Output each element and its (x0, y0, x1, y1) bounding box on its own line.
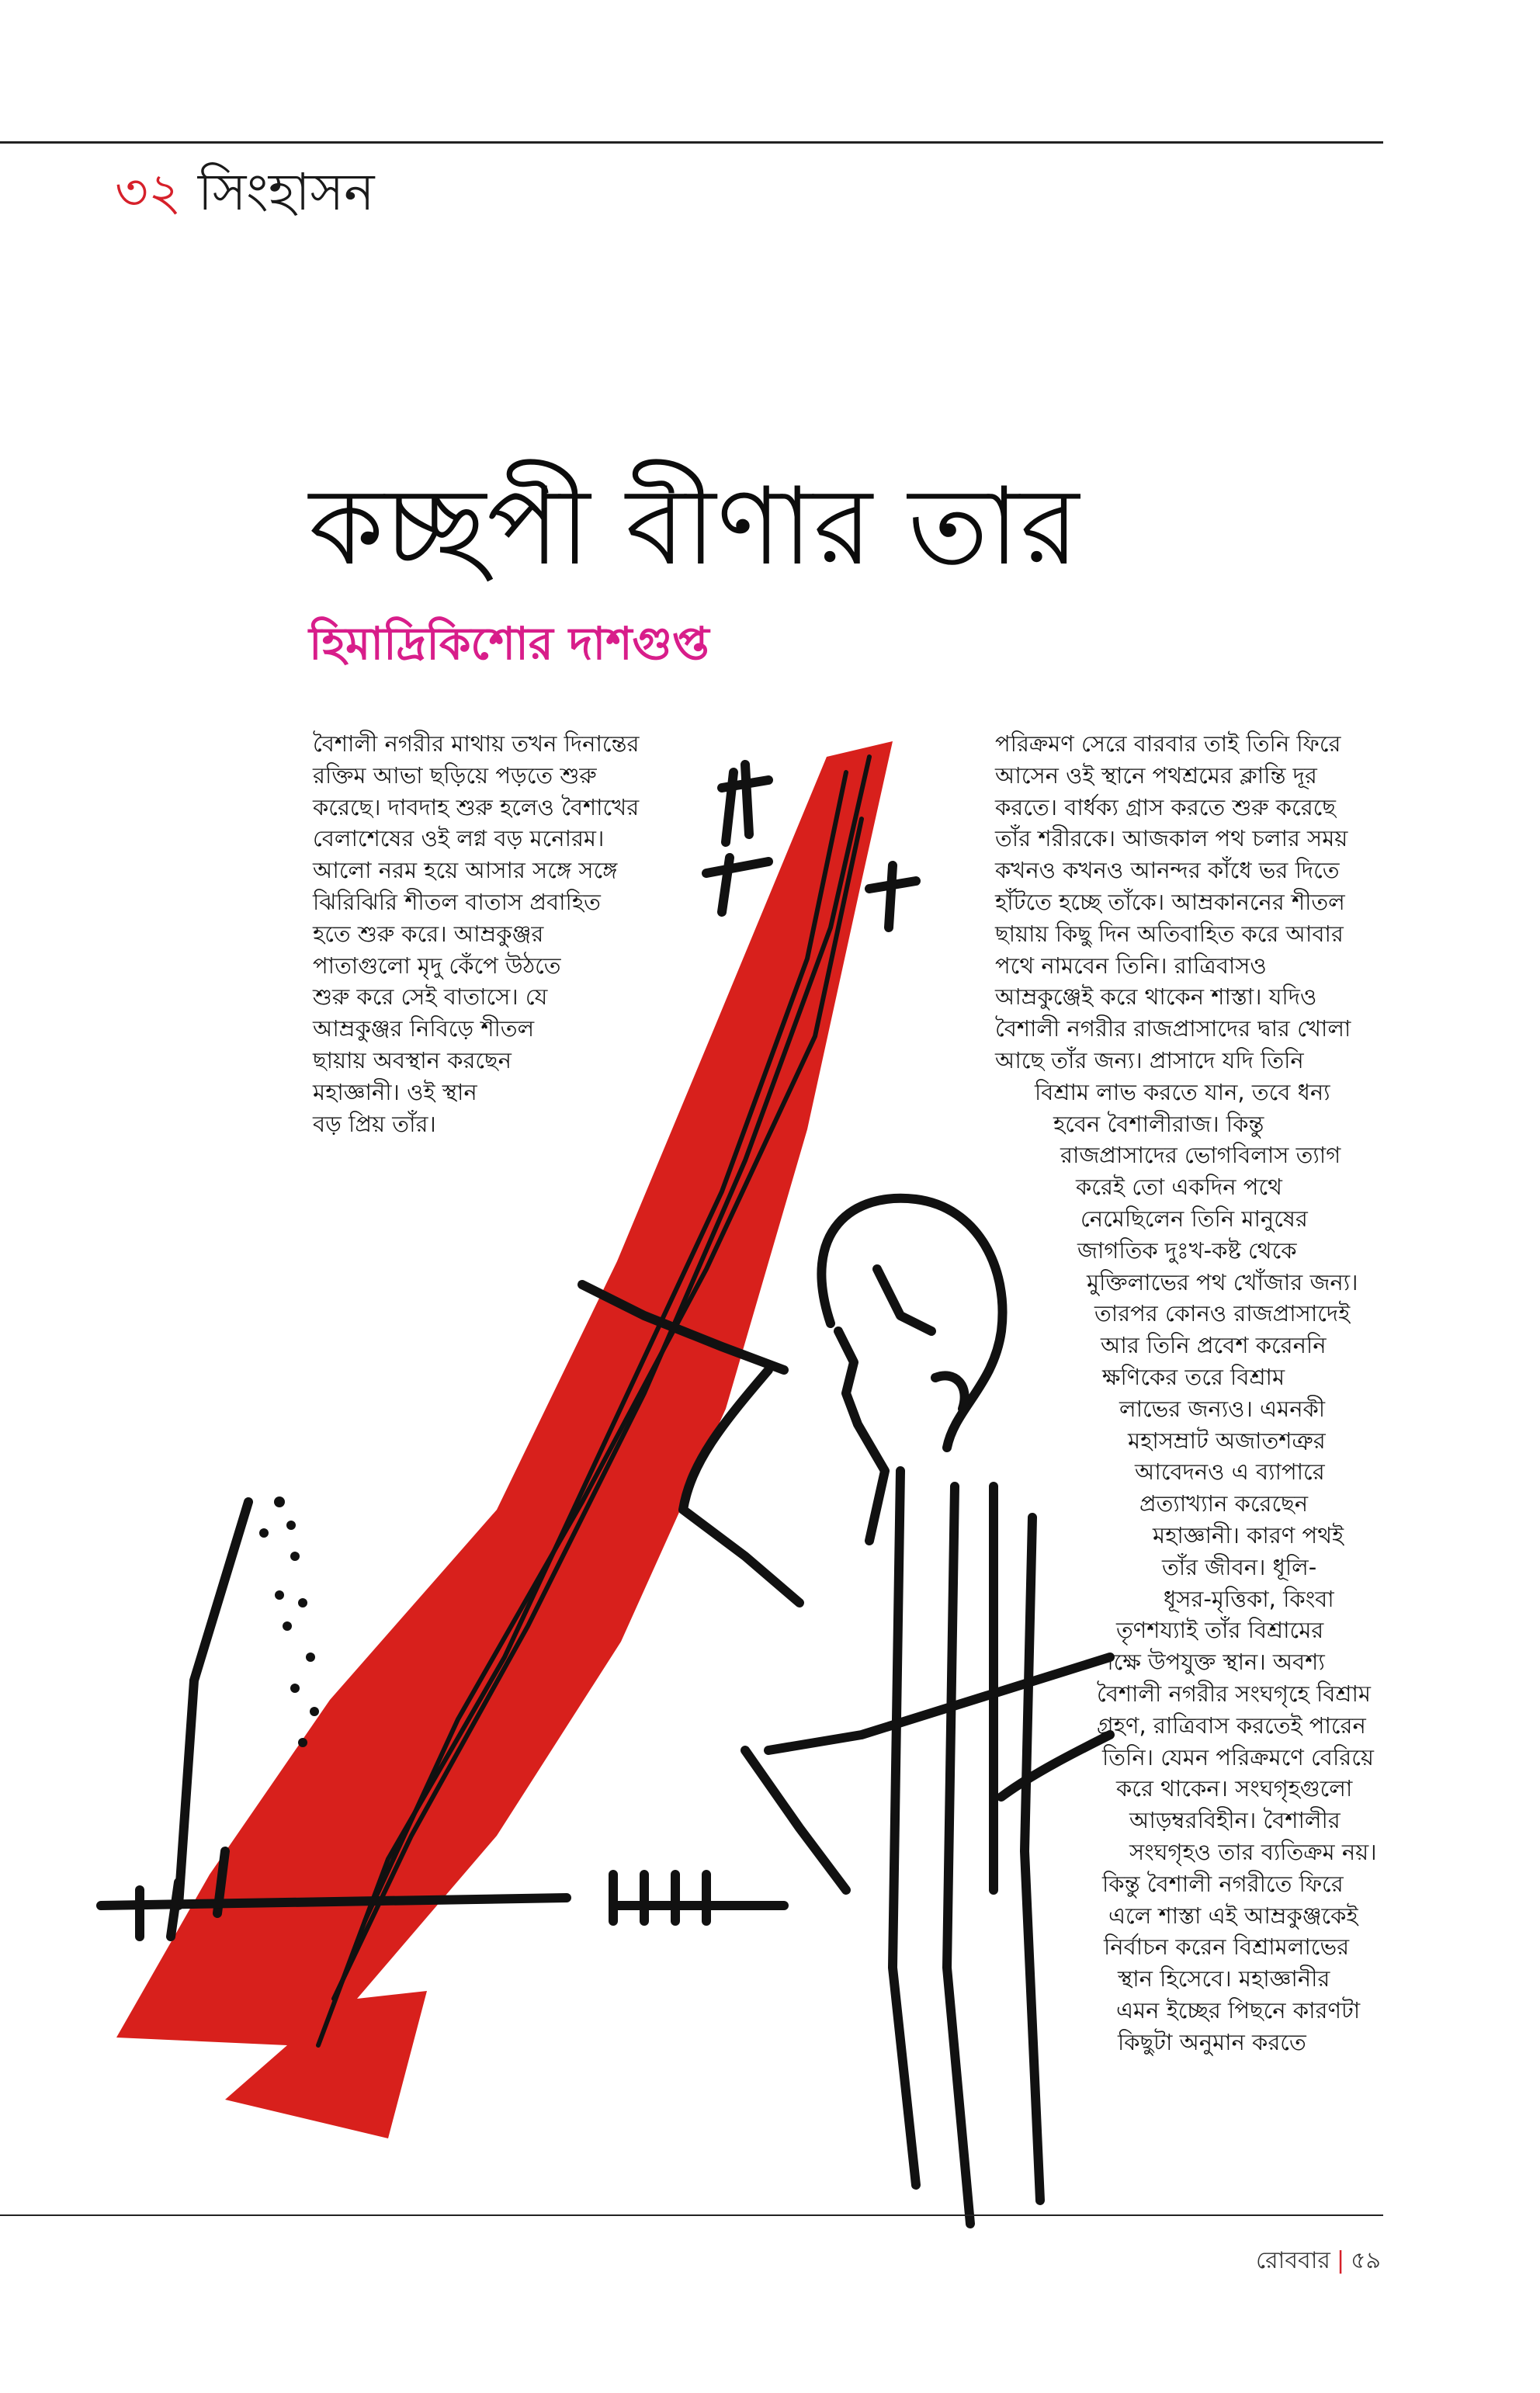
body-line: রক্তিম আভা ছড়িয়ে পড়তে শুরু (313, 761, 597, 789)
body-line: বিশ্রাম লাভ করতে যান, তবে ধন্য (1035, 1078, 1330, 1105)
body-line: পরিক্রমণ সেরে বারবার তাই তিনি ফিরে (995, 730, 1341, 757)
body-line: আবেদনও এ ব্যাপারে (1135, 1458, 1325, 1486)
body-line: বেলাশেষের ওই লগ্ন বড় মনোরম। (313, 825, 605, 852)
body-line: ছায়ায় কিছু দিন অতিবাহিত করে আবার (995, 920, 1344, 947)
body-line: আলো নরম হয়ে আসার সঙ্গে সঙ্গে (313, 857, 618, 884)
body-line: ছায়ায় অবস্থান করছেন (313, 1046, 512, 1073)
body-line: ধূসর-মৃত্তিকা, কিংবা (1164, 1585, 1334, 1612)
body-line: মহাজ্ঞানী। কারণ পথই (1153, 1522, 1344, 1549)
body-line: করেই তো একদিন পথে (1076, 1174, 1282, 1201)
body-line: মুক্তিলাভের পথ খোঁজার জন্য। (1087, 1268, 1358, 1295)
body-line: ঝিরিঝিরি শীতল বাতাস প্রবাহিত (313, 888, 601, 915)
body-line: তিনি। যেমন পরিক্রমণে বেরিয়ে (1102, 1743, 1374, 1770)
body-line: করতে। বার্ধক্য গ্রাস করতে শুরু করেছে (995, 793, 1336, 820)
body-line: বৈশালী নগরীর সংঘগৃহে বিশ্রাম (1097, 1680, 1371, 1707)
body-line: গ্রহণ, রাত্রিবাস করতেই পারেন (1097, 1712, 1366, 1739)
body-line: বৈশালী নগরীর মাথায় তখন দিনান্তের (313, 730, 640, 757)
body-line: সংঘগৃহও তার ব্যতিক্রম নয়। (1129, 1839, 1377, 1865)
page-footer (1256, 2242, 1381, 2281)
body-line: আড়ম্বরবিহীন। বৈশালীর (1129, 1807, 1341, 1834)
body-line: হবেন বৈশালীরাজ। কিন্তু (1053, 1110, 1264, 1137)
body-line: পথে নামবেন তিনি। রাত্রিবাসও (995, 952, 1267, 979)
body-line: ক্ষণিকের তরে বিশ্রাম (1102, 1364, 1285, 1390)
body-column-left (313, 728, 639, 1139)
body-line: তারপর কোনও রাজপ্রাসাদেই (1094, 1300, 1351, 1327)
body-line: করে থাকেন। সংঘগৃহগুলো (1116, 1775, 1353, 1802)
body-line: তাঁর শরীরকে। আজকাল পথ চলার সময় (995, 825, 1348, 852)
body-line: হতে শুরু করে। আম্রকুঞ্জর (313, 920, 544, 947)
body-line: লাভের জন্যও। এমনকী (1119, 1395, 1326, 1422)
body-line: এলে শাস্তা এই আম্রকুঞ্জকেই (1108, 1902, 1358, 1929)
page-number: ৫৯ (1351, 2247, 1381, 2274)
article-title: কচ্ছপী বীণার তার (309, 464, 1080, 589)
body-line: রাজপ্রাসাদের ভোগবিলাস ত্যাগ (1060, 1142, 1341, 1169)
body-line: করেছে। দাবদাহ শুরু হলেও বৈশাখের (313, 793, 640, 820)
body-line: হাঁটতে হচ্ছে তাঁকে। আম্রকাননের শীতল (995, 889, 1345, 915)
body-line: আসেন ওই স্থানে পথশ্রমের ক্লান্তি দূর (995, 761, 1317, 789)
body-line: আম্রকুঞ্জেই করে থাকেন শাস্তা। যদিও (995, 983, 1317, 1011)
body-line: নির্বাচন করেন বিশ্রামলাভের (1104, 1933, 1350, 1961)
body-line: বড় প্রিয় তাঁর। (313, 1110, 436, 1137)
body-line: পাতাগুলো মৃদু কেঁপে উঠতে (313, 952, 561, 979)
body-line: মহাসম্রাট অজাতশত্রুর (1128, 1427, 1326, 1454)
body-line: এমন ইচ্ছের পিছনে কারণটা (1116, 1997, 1361, 2024)
bottom-rule (0, 2214, 1383, 2216)
body-line: তৃণশয্যাই তাঁর বিশ্রামের (1116, 1617, 1324, 1644)
magazine-name: রোববার (1255, 2247, 1330, 2274)
body-line: মহাজ্ঞানী। ওই স্থান (313, 1078, 477, 1105)
top-rule (0, 141, 1383, 144)
section-header (115, 162, 375, 222)
body-line: আম্রকুঞ্জর নিবিড়ে শীতল (313, 1015, 535, 1042)
body-line: আছে তাঁর জন্য। প্রাসাদে যদি তিনি (995, 1047, 1304, 1073)
body-line: তাঁর জীবন। ধূলি- (1162, 1553, 1317, 1580)
body-line: স্থান হিসেবে। মহাজ্ঞানীর (1118, 1965, 1330, 1992)
footer-separator: | (1336, 2247, 1345, 2274)
body-line: নেমেছিলেন তিনি মানুষের (1080, 1205, 1308, 1232)
body-line: পক্ষে উপযুক্ত স্থান। অবশ্য (1098, 1649, 1325, 1676)
body-line: শুরু করে সেই বাতাসে। যে (313, 983, 548, 1011)
body-line: বৈশালী নগরীর রাজপ্রাসাদের দ্বার খোলা (995, 1015, 1351, 1042)
section-name: সিংহাসন (197, 162, 375, 222)
body-line: কখনও কখনও আনন্দর কাঁধে ভর দিতে (995, 857, 1340, 884)
body-line: প্রত্যাখ্যান করেছেন (1139, 1490, 1309, 1517)
body-line: কিছুটা অনুমান করতে (1118, 2028, 1306, 2055)
body-line: জাগতিক দুঃখ-কষ্ট থেকে (1077, 1236, 1297, 1264)
body-line: কিন্তু বৈশালী নগরীতে ফিরে (1102, 1870, 1344, 1897)
section-number: ৩২ (115, 162, 182, 222)
body-line: আর তিনি প্রবেশ করেননি (1101, 1332, 1327, 1359)
article-author: হিমাদ্রিকিশোর দাশগুপ্ত (309, 617, 709, 670)
